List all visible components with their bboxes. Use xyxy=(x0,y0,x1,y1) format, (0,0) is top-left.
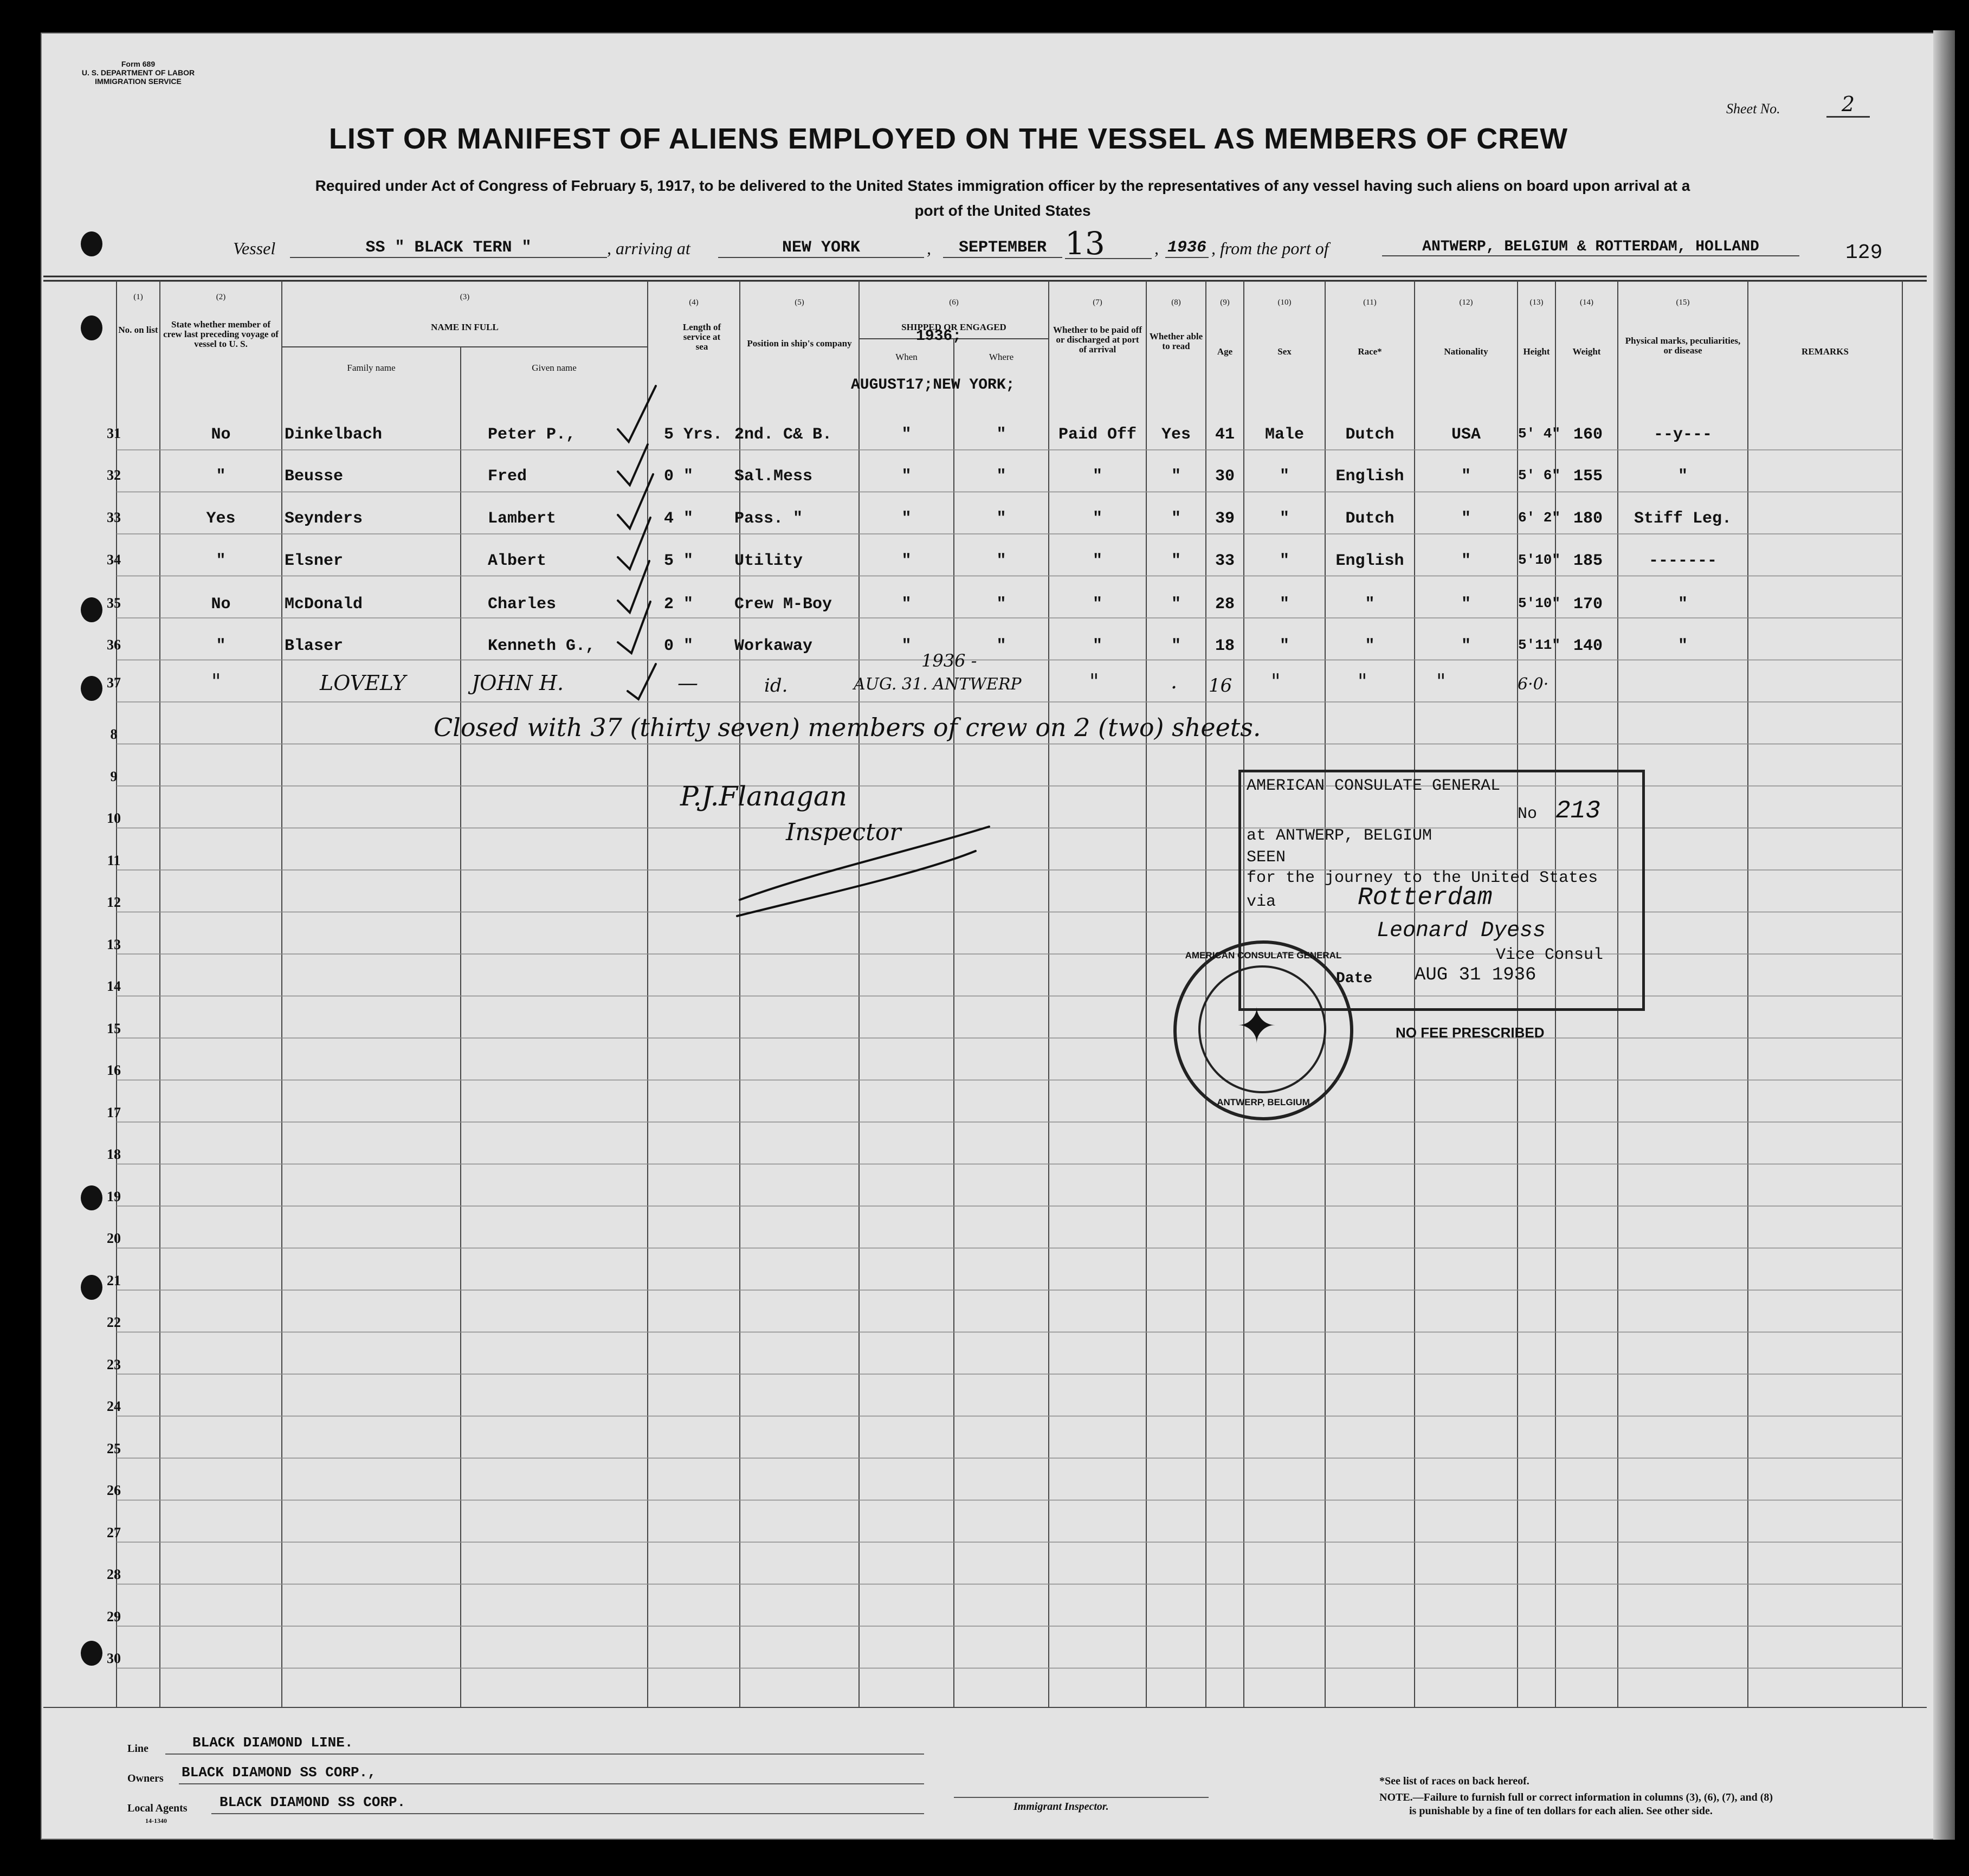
subtitle-line-1: Required under Act of Congress of February 5, 1917, to be delivered to the United States immigration officer by the representatives of any vessel having such aliens on board upon arrival at a xyxy=(315,177,1690,194)
arrival-month: SEPTEMBER xyxy=(943,238,1062,258)
prev-voyage: " xyxy=(216,467,226,486)
family-name: Beusse xyxy=(285,467,344,486)
sheet-number: 2 xyxy=(1826,92,1870,118)
able-read: Yes xyxy=(1161,426,1191,444)
col6-header: SHIPPED OR ENGAGED xyxy=(901,322,1006,332)
consul-signature: Leonard Dyess xyxy=(1377,919,1546,943)
prev-voyage: " xyxy=(211,669,221,693)
able-read: " xyxy=(1171,595,1181,614)
row-number: 13 xyxy=(107,936,121,952)
service: IMMIGRATION SERVICE xyxy=(95,77,182,86)
engaged-where: " xyxy=(996,467,1006,486)
row-number: 18 xyxy=(107,1146,121,1162)
height: 6·0· xyxy=(1518,675,1549,694)
shipped-year: 1936; xyxy=(916,328,962,345)
seal-top-text: AMERICAN CONSULATE GENERAL xyxy=(1185,950,1342,960)
note-line-2: is punishable by a fine of ten dollars for each alien. See other side. xyxy=(1409,1805,1713,1817)
row-number: 14 xyxy=(107,978,121,994)
engaged-when: " xyxy=(901,467,912,486)
from-label: , from the port of xyxy=(1211,238,1329,258)
able-read: " xyxy=(1171,637,1181,655)
engaged-where: " xyxy=(996,510,1006,528)
row-number: 26 xyxy=(107,1482,121,1498)
row-number: 20 xyxy=(107,1230,121,1246)
nationality: " xyxy=(1436,669,1446,693)
row-number: 12 xyxy=(107,894,121,910)
row-number: 19 xyxy=(107,1188,121,1204)
length-service: 4 " xyxy=(664,510,694,528)
prev-voyage: No xyxy=(211,426,231,444)
paid-off: " xyxy=(1092,467,1102,486)
shipped-date-place: AUGUST17;NEW YORK; xyxy=(851,377,1015,394)
row-number: 28 xyxy=(107,1566,121,1582)
inspector-title: Inspector xyxy=(786,818,901,846)
family-name: Seynders xyxy=(285,510,363,528)
race: English xyxy=(1335,467,1404,486)
immigrant-inspector-label: Immigrant Inspector. xyxy=(1013,1801,1109,1813)
age: 16 xyxy=(1209,675,1232,697)
seal-bottom-text: ANTWERP, BELGIUM xyxy=(1217,1097,1310,1107)
weight: 160 xyxy=(1573,426,1603,444)
sex: Male xyxy=(1264,426,1304,444)
sex: " xyxy=(1279,637,1289,655)
row-number: 10 xyxy=(107,810,121,826)
col13-number: (13) xyxy=(1529,298,1544,307)
physical-marks: --y--- xyxy=(1653,426,1713,444)
department: U. S. DEPARTMENT OF LABOR xyxy=(81,68,195,77)
note-races: *See list of races on back hereof. xyxy=(1379,1775,1529,1787)
no-fee-prescribed: NO FEE PRESCRIBED xyxy=(1396,1024,1545,1041)
engaged-where: " xyxy=(996,595,1006,614)
page-title: LIST OR MANIFEST OF ALIENS EMPLOYED ON THE VESSEL AS MEMBERS OF CREW xyxy=(328,123,1568,155)
physical-marks: ------- xyxy=(1648,552,1718,570)
stamp-date-label: Date xyxy=(1336,970,1373,987)
col12-header: Nationality xyxy=(1444,346,1488,357)
line-value: BLACK DIAMOND LINE. xyxy=(192,1735,353,1751)
family-name: Dinkelbach xyxy=(285,426,383,444)
col11-header: Race* xyxy=(1358,346,1382,357)
col11-number: (11) xyxy=(1363,298,1377,307)
physical-marks: " xyxy=(1677,467,1688,486)
col10-number: (10) xyxy=(1277,298,1292,307)
row-number: 36 xyxy=(107,637,121,653)
row-number: 24 xyxy=(107,1398,121,1414)
stamp-date-value: AUG 31 1936 xyxy=(1415,965,1537,985)
row-number: 9 xyxy=(110,768,118,784)
engaged-where: " xyxy=(996,552,1006,570)
family-name: Elsner xyxy=(285,552,344,570)
race: English xyxy=(1335,552,1404,570)
col9-number: (9) xyxy=(1220,298,1230,307)
position: Sal.Mess xyxy=(734,467,813,486)
col1-number: (1) xyxy=(133,293,143,301)
arriving-label: , arriving at xyxy=(607,238,690,258)
prev-voyage: " xyxy=(216,637,226,655)
family-name: LOVELY xyxy=(320,671,406,695)
col3-number: (3) xyxy=(460,293,470,301)
consulate-seal xyxy=(1173,940,1353,1120)
engaged-when: " xyxy=(901,595,912,614)
agents-label: Local Agents xyxy=(127,1802,188,1814)
paid-off: " xyxy=(1092,637,1102,655)
given-name: Charles xyxy=(488,595,557,614)
stamp-line-4: for the journey to the United States xyxy=(1247,869,1598,887)
col8-header: Whether able to read xyxy=(1149,331,1203,351)
engaged-when: " xyxy=(901,637,912,655)
col5-header: Position in ship's company xyxy=(747,338,852,349)
sex: " xyxy=(1271,669,1281,693)
sex: " xyxy=(1279,467,1289,486)
row-number: 33 xyxy=(107,510,121,525)
row-number: 16 xyxy=(107,1062,121,1078)
able-read: . xyxy=(1171,669,1178,693)
row-number: 11 xyxy=(107,852,121,868)
col3a-header: Family name xyxy=(347,363,396,373)
col10-header: Sex xyxy=(1277,346,1292,357)
departure-port: ANTWERP, BELGIUM & ROTTERDAM, HOLLAND xyxy=(1382,238,1799,256)
stamp-line-1: AMERICAN CONSULATE GENERAL xyxy=(1247,777,1501,795)
col4-header: Length of service at sea xyxy=(682,322,721,352)
height: 5' 4" xyxy=(1518,426,1560,442)
engaged-year: 1936 - xyxy=(921,650,977,671)
age: 30 xyxy=(1215,467,1235,486)
col15-header: Physical marks, peculiarities, or disease xyxy=(1625,336,1741,356)
col14-number: (14) xyxy=(1580,298,1593,307)
col14-header: Weight xyxy=(1572,346,1601,357)
row-number: 31 xyxy=(107,426,121,441)
race: " xyxy=(1358,669,1367,693)
given-name: Lambert xyxy=(488,510,557,528)
sex: " xyxy=(1279,595,1289,614)
position: Crew M-Boy xyxy=(734,595,832,614)
col3-header: NAME IN FULL xyxy=(431,322,499,332)
physical-marks: Stiff Leg. xyxy=(1634,510,1732,528)
stamp-line-3: SEEN xyxy=(1247,848,1286,867)
weight: 140 xyxy=(1573,637,1603,655)
given-name: Kenneth G., xyxy=(488,637,596,655)
weight: 180 xyxy=(1573,510,1603,528)
col6b-header: Where xyxy=(989,352,1014,362)
page-number: 129 xyxy=(1845,241,1883,265)
stamp-no-value: 213 xyxy=(1555,797,1600,825)
length-service: — xyxy=(677,671,698,695)
weight: 170 xyxy=(1573,595,1603,614)
able-read: " xyxy=(1171,467,1181,486)
row-number: 32 xyxy=(107,467,121,483)
given-name: Peter P., xyxy=(488,426,576,444)
physical-marks: " xyxy=(1677,595,1688,614)
length-service: 0 " xyxy=(664,637,694,655)
prev-voyage: " xyxy=(216,552,226,570)
sex: " xyxy=(1279,510,1289,528)
row-number: 23 xyxy=(107,1356,121,1372)
remarks-header: REMARKS xyxy=(1802,346,1849,357)
height: 5'10" xyxy=(1518,552,1560,568)
owners-value: BLACK DIAMOND SS CORP., xyxy=(182,1764,376,1781)
row-number: 21 xyxy=(107,1272,121,1288)
closing-note: Closed with 37 (thirty seven) members of crew on 2 (two) sheets. xyxy=(434,713,1261,742)
engaged-where: " xyxy=(996,426,1006,444)
stamp-line-2: at ANTWERP, BELGIUM xyxy=(1247,827,1432,845)
paid-off: " xyxy=(1092,552,1102,570)
form-code: 14-1340 xyxy=(145,1817,167,1825)
prev-voyage: No xyxy=(211,595,231,614)
col13-header: Height xyxy=(1523,346,1550,357)
height: 5'10" xyxy=(1518,595,1560,611)
family-name: Blaser xyxy=(285,637,344,655)
stamp-consul: Vice Consul xyxy=(1496,946,1604,964)
agents-value: BLACK DIAMOND SS CORP. xyxy=(220,1794,406,1810)
paid-off: " xyxy=(1092,510,1102,528)
position: Pass. " xyxy=(734,510,803,528)
arrival-year: 1936 xyxy=(1165,238,1209,258)
row-number: 34 xyxy=(107,552,121,568)
given-name: Albert xyxy=(488,552,547,570)
row-number: 22 xyxy=(107,1314,121,1330)
subtitle-line-2: port of the United States xyxy=(914,202,1091,219)
owners-label: Owners xyxy=(127,1772,164,1784)
vessel-label: Vessel xyxy=(233,238,276,258)
col7-header: Whether to be paid off or discharged at port of arrival xyxy=(1053,325,1142,354)
stamp-via-label: via xyxy=(1247,893,1276,911)
able-read: " xyxy=(1171,552,1181,570)
paid-off: " xyxy=(1092,595,1102,614)
row-number: 29 xyxy=(107,1608,121,1624)
nationality: " xyxy=(1461,595,1471,614)
row-number: 8 xyxy=(110,726,118,742)
col5-number: (5) xyxy=(795,298,804,307)
col1-header: No. on list xyxy=(118,325,158,335)
paid-off: Paid Off xyxy=(1058,426,1137,444)
row-number: 35 xyxy=(107,595,121,611)
note-line-1: NOTE.—Failure to furnish full or correct information in columns (3), (6), (7), and (8) xyxy=(1379,1791,1773,1803)
height: 5' 6" xyxy=(1518,467,1560,483)
weight: 185 xyxy=(1573,552,1603,570)
age: 33 xyxy=(1215,552,1235,570)
row-number: 37 xyxy=(107,675,121,691)
row-number: 15 xyxy=(107,1020,121,1036)
line-label: Line xyxy=(127,1743,149,1755)
row-number: 27 xyxy=(107,1524,121,1540)
col12-number: (12) xyxy=(1459,298,1473,307)
form-number: Form 689 xyxy=(121,60,156,68)
engaged-when: " xyxy=(901,426,912,444)
race: Dutch xyxy=(1345,510,1395,528)
row-number: 17 xyxy=(107,1104,121,1120)
length-service: 5 Yrs. xyxy=(664,426,723,444)
nationality: " xyxy=(1461,467,1471,486)
engaged-when-where: AUG. 31. ANTWERP xyxy=(854,675,1022,694)
sex: " xyxy=(1279,552,1289,570)
col15-number: (15) xyxy=(1676,298,1690,307)
nationality: " xyxy=(1461,637,1471,655)
col2-number: (2) xyxy=(216,293,226,301)
vessel-name: SS " BLACK TERN " xyxy=(290,238,607,258)
race: " xyxy=(1365,595,1375,614)
position: Workaway xyxy=(734,637,813,655)
able-read: " xyxy=(1171,510,1181,528)
engaged-where: " xyxy=(996,637,1006,655)
length-service: 0 " xyxy=(664,467,694,486)
age: 28 xyxy=(1215,595,1235,614)
stamp-via-value: Rotterdam xyxy=(1358,884,1493,912)
col7-number: (7) xyxy=(1093,298,1102,307)
col6-number: (6) xyxy=(949,298,959,307)
inspector-signature: P.J.Flanagan xyxy=(680,781,847,812)
position: Utility xyxy=(734,552,803,570)
position: 2nd. C& B. xyxy=(734,426,832,444)
race: Dutch xyxy=(1345,426,1395,444)
given-name: JOHN H. xyxy=(472,671,564,695)
row-number: 30 xyxy=(107,1651,121,1666)
age: 18 xyxy=(1215,637,1235,655)
age: 39 xyxy=(1215,510,1235,528)
arrival-day: 13 xyxy=(1065,225,1105,262)
col6a-header: When xyxy=(895,352,918,362)
nationality: " xyxy=(1461,552,1471,570)
given-name: Fred xyxy=(488,467,527,486)
col4-number: (4) xyxy=(689,298,699,307)
age: 41 xyxy=(1215,426,1235,444)
col2-header: State whether member of crew last preceding voyage of vessel to U. S. xyxy=(163,319,279,349)
engaged-when: " xyxy=(901,552,912,570)
col3b-header: Given name xyxy=(532,363,577,373)
height: 5'11" xyxy=(1518,637,1560,653)
race: " xyxy=(1365,637,1375,655)
position: id. xyxy=(764,675,788,697)
prev-voyage: Yes xyxy=(206,510,236,528)
arrival-port: NEW YORK xyxy=(718,238,924,258)
col9-header: Age xyxy=(1217,346,1233,357)
row-number: 25 xyxy=(107,1440,121,1456)
nationality: USA xyxy=(1451,426,1481,444)
col8-number: (8) xyxy=(1171,298,1181,307)
family-name: McDonald xyxy=(285,595,363,614)
length-service: 5 " xyxy=(664,552,694,570)
weight: 155 xyxy=(1573,467,1603,486)
physical-marks: " xyxy=(1677,637,1688,655)
stamp-no-label: No xyxy=(1518,805,1538,823)
paid-off: " xyxy=(1089,669,1099,693)
sheet-label: Sheet No. xyxy=(1726,101,1780,117)
length-service: 2 " xyxy=(664,595,694,614)
engaged-when: " xyxy=(901,510,912,528)
height: 6' 2" xyxy=(1518,510,1560,526)
nationality: " xyxy=(1461,510,1471,528)
eagle-icon: ✦ xyxy=(1236,1000,1277,1054)
